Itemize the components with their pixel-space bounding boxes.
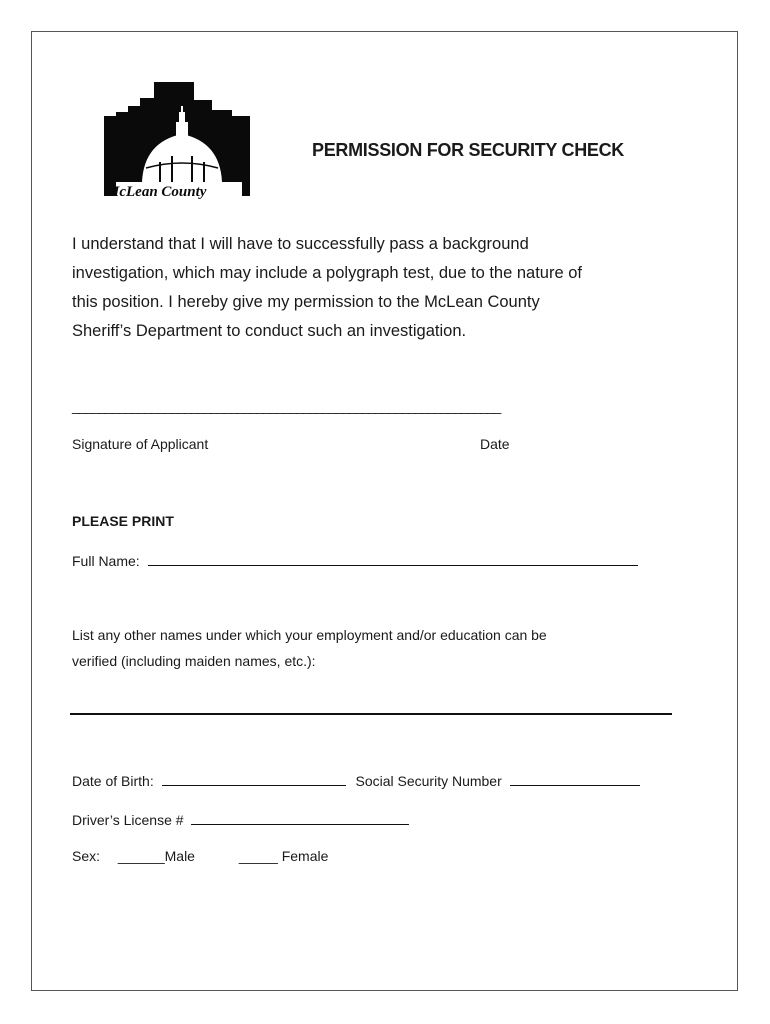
other-names-field[interactable] <box>70 713 672 715</box>
consent-paragraph <box>72 230 682 346</box>
dob-field[interactable] <box>162 771 346 786</box>
other-names-line: List any other names under which your employment and/or education can be <box>72 627 547 643</box>
signature-line[interactable]: _________________________________________________________________ <box>72 398 501 414</box>
dob-label: Date of Birth: <box>72 773 154 789</box>
female-label: Female <box>277 848 329 864</box>
consent-line: investigation, which may include a polygraph test, due to the nature of <box>72 264 582 282</box>
dob-ssn-row <box>72 771 640 789</box>
full-name-field[interactable] <box>148 551 638 566</box>
full-name-row <box>72 551 638 569</box>
mclean-county-logo <box>102 78 254 200</box>
sex-label: Sex: <box>72 848 101 864</box>
consent-line: I understand that I will have to successfully pass a background <box>72 235 529 253</box>
male-label: Male <box>164 848 195 864</box>
drivers-license-row <box>72 810 409 828</box>
signature-label: Signature of Applicant <box>72 436 209 452</box>
male-field[interactable]: ______ <box>117 848 165 864</box>
logo-text: McLean County <box>106 184 207 200</box>
female-field[interactable]: _____ <box>238 848 278 864</box>
drivers-license-label: Driver’s License # <box>72 812 184 828</box>
ssn-label: Social Security Number <box>355 773 502 789</box>
other-names-line: verified (including maiden names, etc.): <box>72 653 316 669</box>
consent-line: Sheriff’s Department to conduct such an investigation. <box>72 322 467 340</box>
drivers-license-field[interactable] <box>191 810 409 825</box>
ssn-field[interactable] <box>510 771 640 786</box>
form-title: PERMISSION FOR SECURITY CHECK <box>312 140 625 160</box>
sex-row <box>72 848 328 864</box>
date-label: Date <box>480 436 510 452</box>
consent-line: this position. I hereby give my permission to the McLean County <box>72 293 540 311</box>
please-print-heading: PLEASE PRINT <box>72 513 174 529</box>
full-name-label: Full Name: <box>72 553 140 569</box>
